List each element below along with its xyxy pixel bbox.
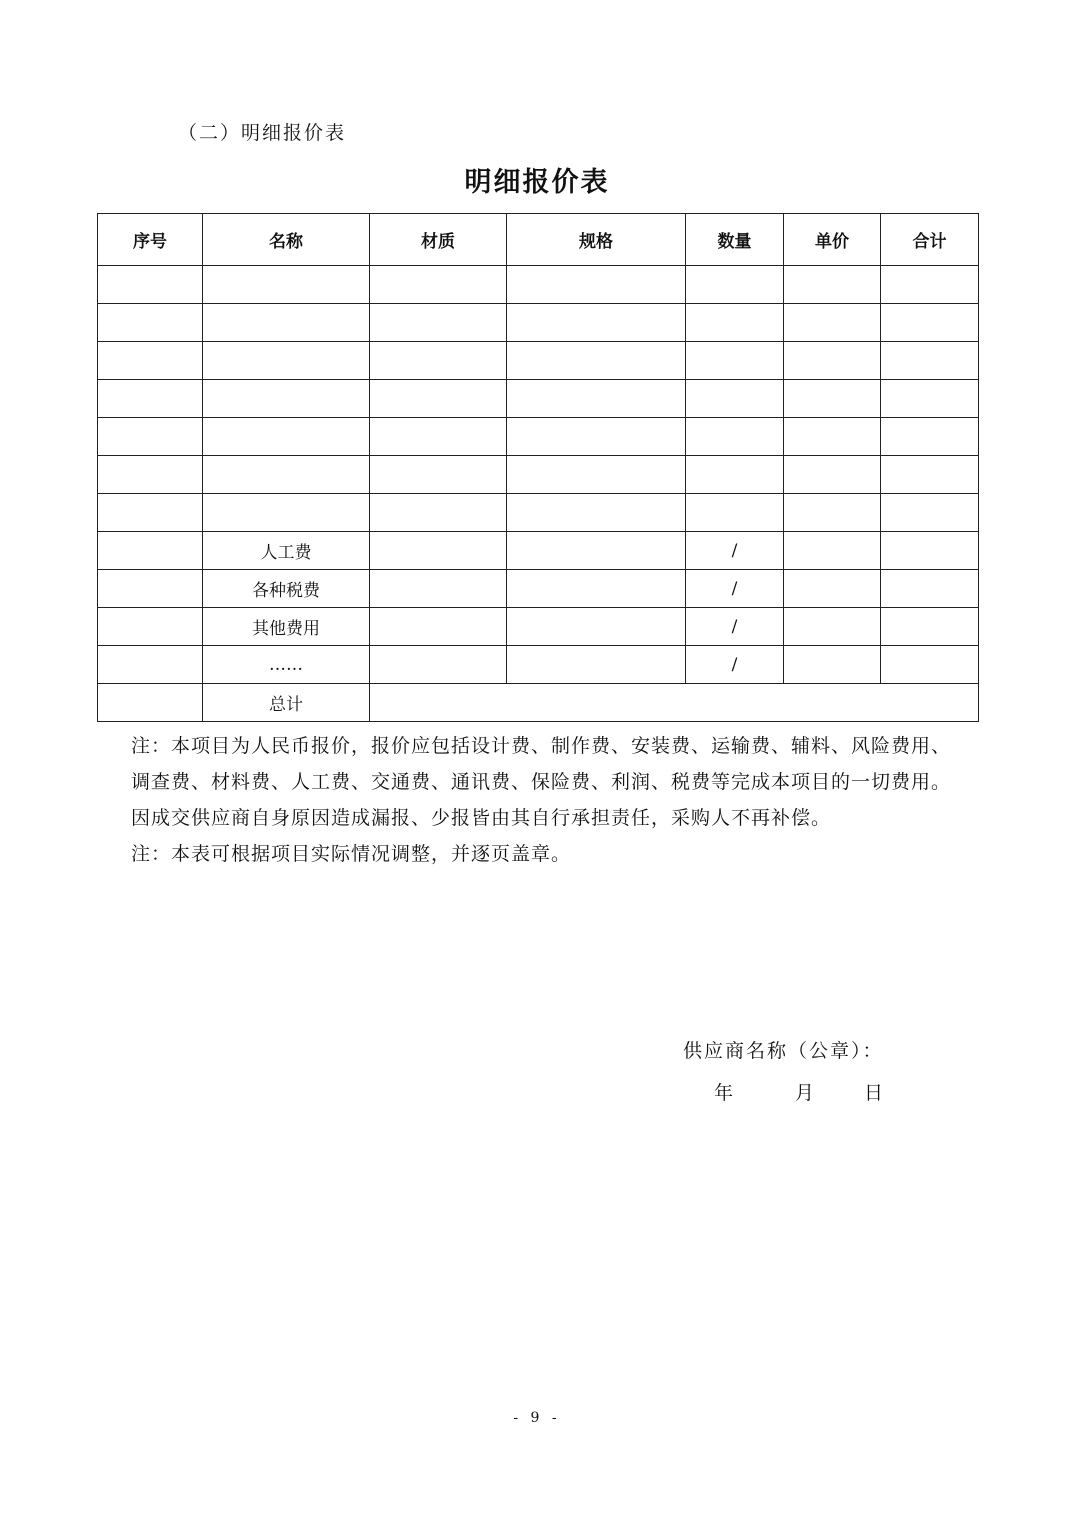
page-number: - 9 - [513,1410,561,1426]
note-adjust: 注：本表可根据项目实际情况调整，并逐页盖章。 [131,843,572,865]
fee-quantity: / [686,570,784,608]
fee-quantity: / [686,608,784,646]
fee-quantity: / [686,532,784,570]
note-pricing: 注：本项目为人民币报价，报价应包括设计费、制作费、安装费、运输费、辅料、风险费用、调查费、材料费、人工费、交通费、通讯费、保险费、利润、税费等完成本项目的一切费用。因成交供应商自身原因造成漏报、少报皆由其自行承担责任，采购人不再补偿。 [131,735,952,829]
table-row [98,380,979,418]
table-row [98,456,979,494]
document-title: 明细报价表 [464,167,610,198]
table-row [98,304,979,342]
header-unit-price: 单价 [784,214,881,266]
table-row [98,494,979,532]
total-value [370,684,979,722]
fee-quantity: / [686,646,784,684]
table-row [98,266,979,304]
date-day: 日 [864,1082,884,1104]
fee-name: 其他费用 [203,608,370,646]
signature-date [714,1078,883,1105]
section-heading: （二）明细报价表 [178,122,347,144]
date-month: 月 [795,1082,815,1104]
fee-row-ellipsis [98,646,979,684]
fee-name: 人工费 [203,532,370,570]
header-name: 名称 [203,214,370,266]
quote-table [97,213,979,722]
notes [131,728,951,872]
table-row [98,418,979,456]
fee-name: …… [203,646,370,684]
fee-row-labor [98,532,979,570]
header-index: 序号 [98,214,203,266]
fee-row-taxes [98,570,979,608]
fee-row-other [98,608,979,646]
table-header-row [98,214,979,266]
total-row [98,684,979,722]
header-material: 材质 [370,214,507,266]
fee-name: 各种税费 [203,570,370,608]
header-quantity: 数量 [686,214,784,266]
table-row [98,342,979,380]
header-spec: 规格 [507,214,686,266]
date-year: 年 [714,1082,734,1104]
total-label: 总计 [203,684,370,722]
header-subtotal: 合计 [881,214,979,266]
supplier-signature-label: 供应商名称（公章）： [683,1040,884,1062]
